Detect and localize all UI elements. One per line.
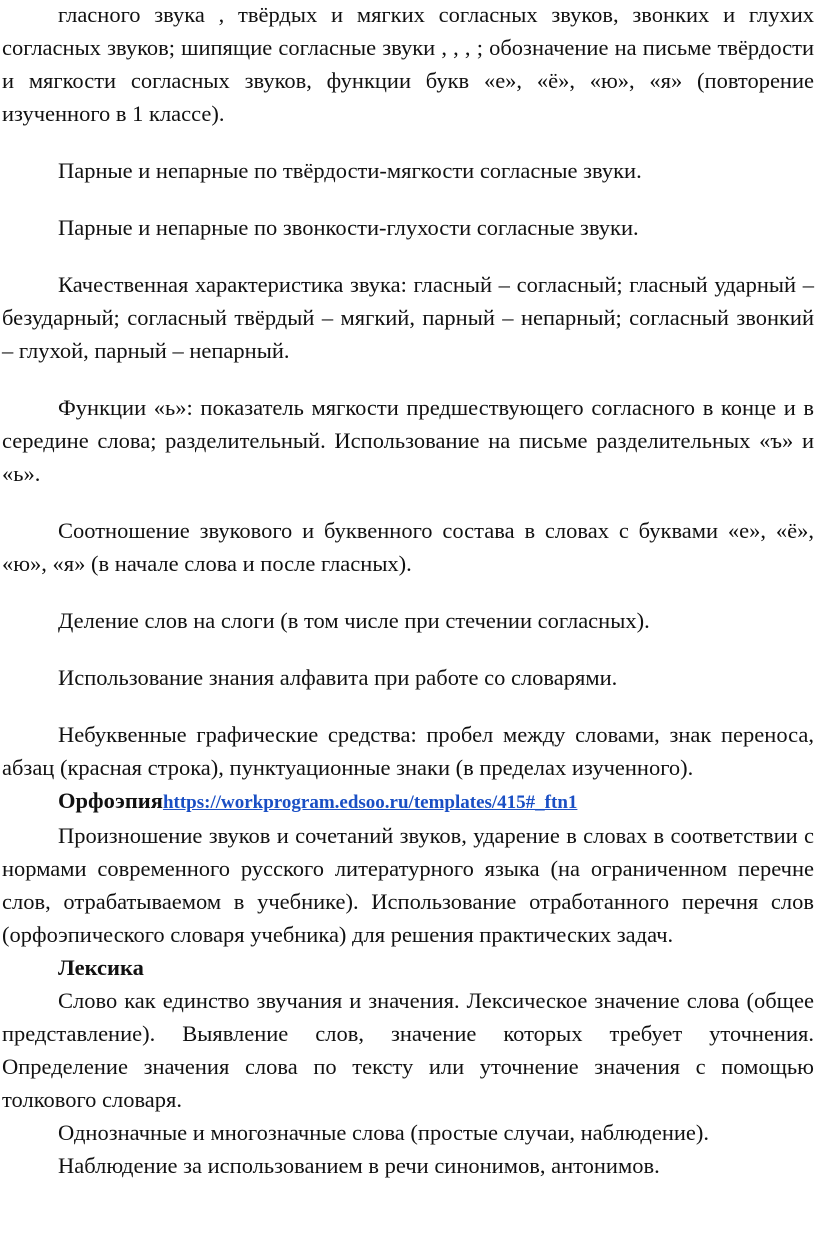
orthoepy-footnote-link[interactable]: https://workprogram.edsoo.ru/templates/415#_ftn1	[162, 792, 578, 813]
lexicon-heading: Лексика	[58, 955, 144, 980]
paragraph-hard-soft-pairs: Парные и непарные по твёрдости-мягкости согласные звуки.	[58, 158, 642, 183]
paragraph-lexicon-word-meaning: Слово как единство звучания и значения. Лексическое значение слова (общее представление). Выявление слов, значение которых требует уточнения. Определение значения слова по тексту или уточнение значения с помощью толкового словаря.	[2, 988, 814, 1112]
paragraph-alphabet-usage: Использование знания алфавита при работе со словарями.	[58, 665, 618, 690]
paragraph-lexicon-polysemy: Однозначные и многозначные слова (простые случаи, наблюдение).	[58, 1120, 710, 1145]
paragraph-sound-characteristics: Качественная характеристика звука: гласный – согласный; гласный ударный – безударный; согласный твёрдый – мягкий, парный – непарный; согласный звонкий – глухой, парный – непарный.	[2, 272, 814, 363]
paragraph-sound-letter-ratio: Соотношение звукового и буквенного состава в словах с буквами «е», «ё», «ю», «я» (в начале слова и после гласных).	[2, 518, 814, 576]
paragraph-sounds-intro: гласного звука , твёрдых и мягких согласных звуков, звонких и глухих согласных звуков; шипящие согласные звуки , , , ; обозначение на письме твёрдости и мягкости согласных звуков, функции букв «е», «ё», «ю», «я» (повторение изученного в 1 классе).	[2, 2, 814, 126]
paragraph-voiced-voiceless-pairs: Парные и непарные по звонкости-глухости согласные звуки.	[58, 215, 639, 240]
orthoepy-heading-line	[2, 784, 814, 819]
paragraph-graphic-means: Небуквенные графические средства: пробел между словами, знак переноса, абзац (красная строка), пунктуационные знаки (в пределах изученного).	[2, 722, 814, 780]
orthoepy-heading: Орфоэпия	[58, 788, 163, 813]
paragraph-orthoepy: Произношение звуков и сочетаний звуков, ударение в словах в соответствии с нормами современного русского литературного языка (на ограниченном перечне слов, отрабатываемом в учебнике). Использование отработанного перечня слов (орфоэпического словаря учебника) для решения практических задач.	[2, 823, 814, 947]
paragraph-lexicon-synonyms: Наблюдение за использованием в речи синонимов, антонимов.	[58, 1153, 660, 1178]
lexicon-heading-line	[2, 951, 814, 984]
paragraph-syllable-division: Деление слов на слоги (в том числе при стечении согласных).	[58, 608, 650, 633]
paragraph-soft-sign-functions: Функции «ь»: показатель мягкости предшествующего согласного в конце и в середине слова; разделительный. Использование на письме разделительных «ъ» и «ь».	[2, 395, 814, 486]
